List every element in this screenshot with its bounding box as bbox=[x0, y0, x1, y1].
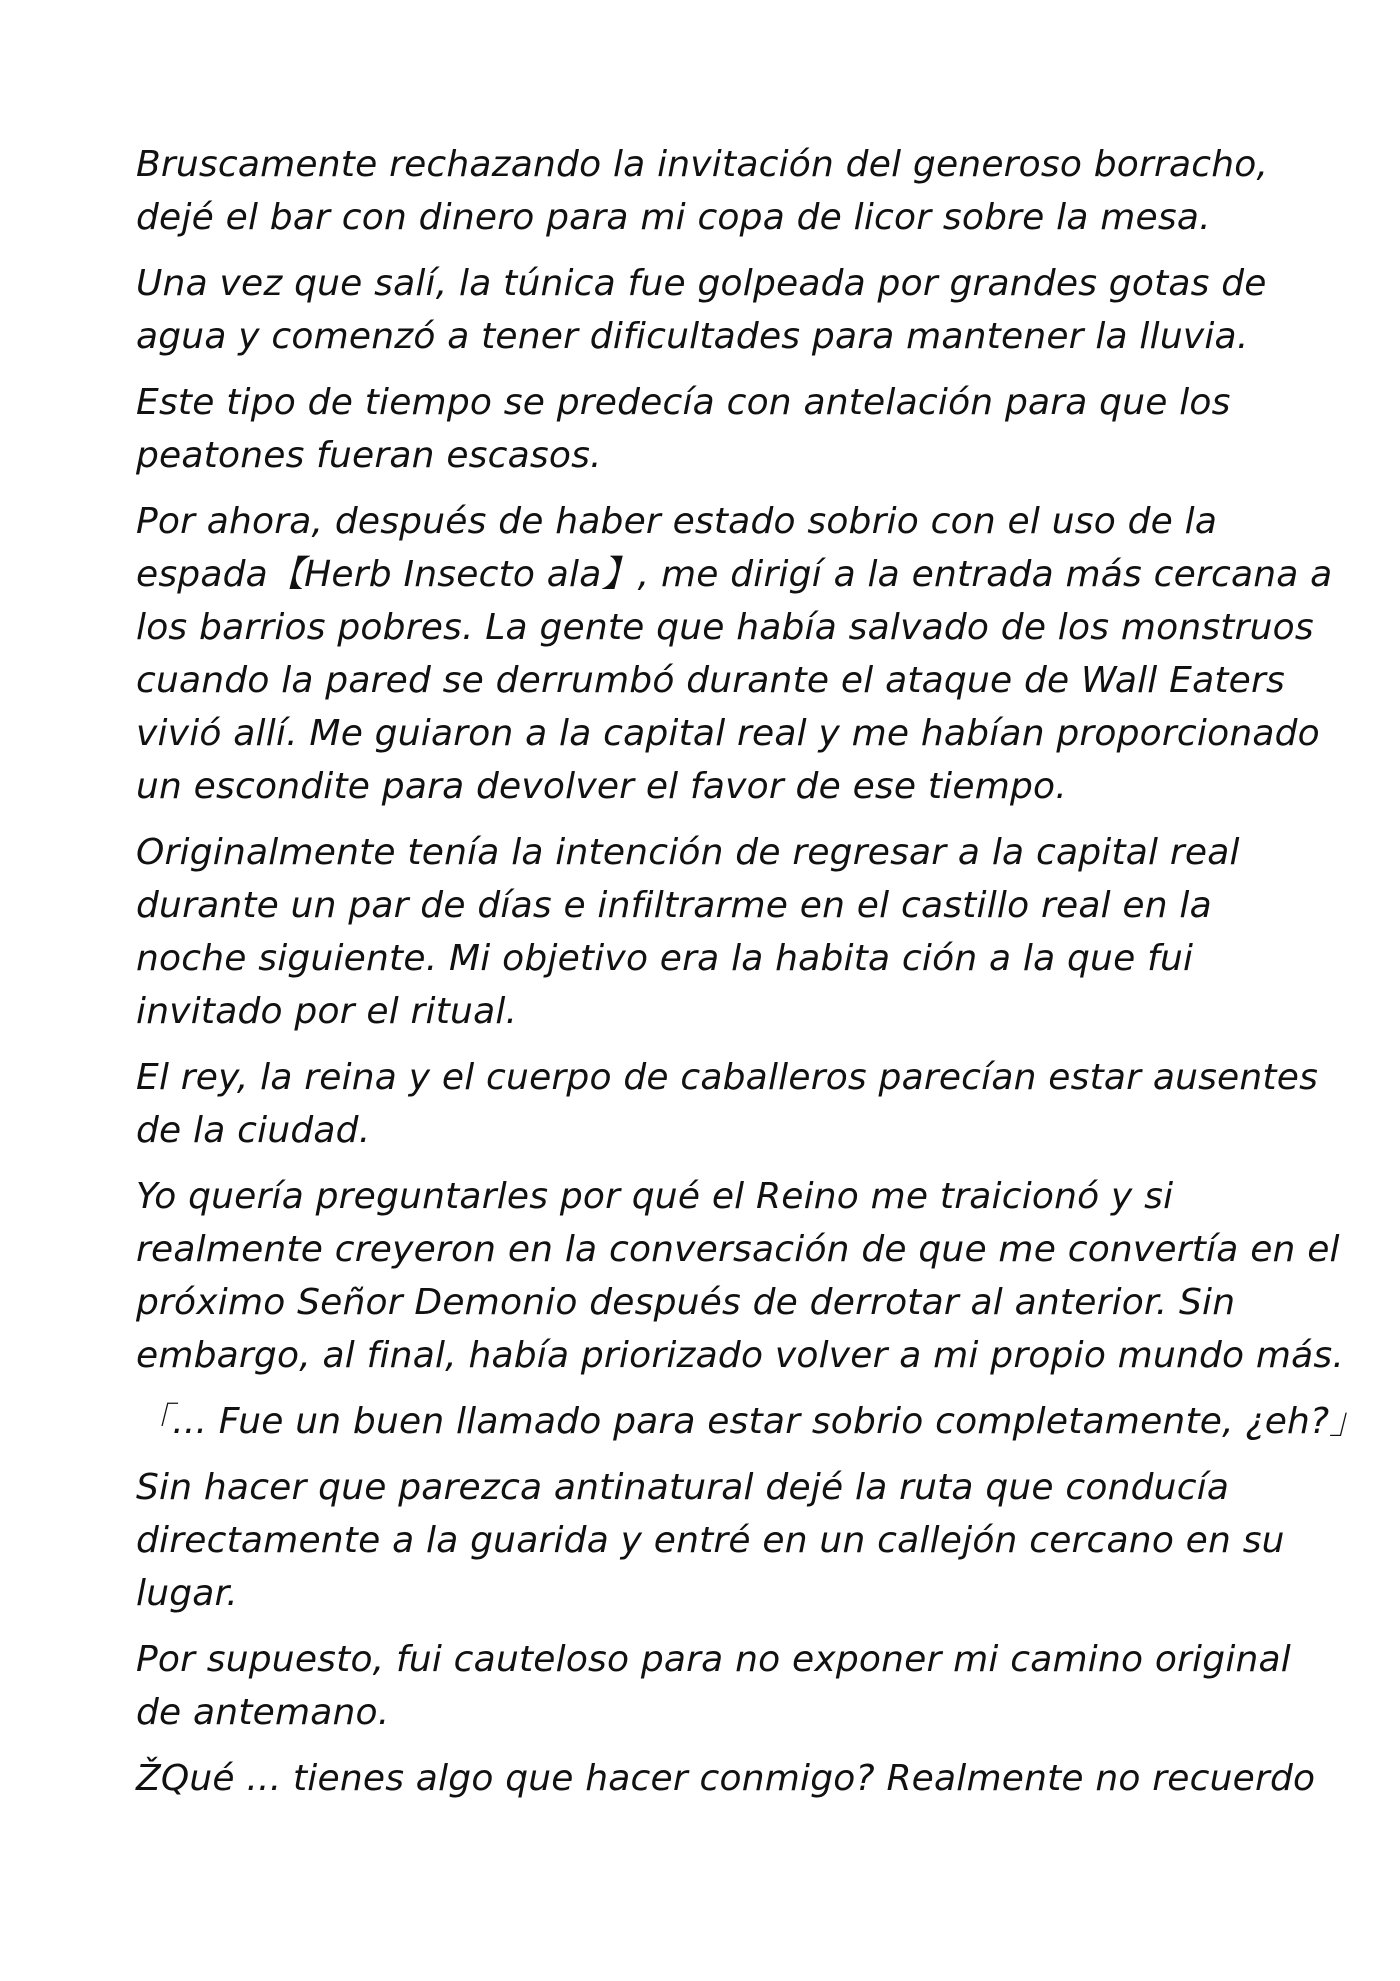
dialogue-line: 「... Fue un buen llamado para estar sobrio completamente, ¿eh?」 bbox=[136, 1401, 1366, 1442]
text-line: Este tipo de tiempo se predecía con antelación para que los bbox=[136, 382, 1231, 423]
text-line: Una vez que salí, la túnica fue golpeada por grandes gotas de bbox=[136, 263, 1267, 304]
text-line: Bruscamente rechazando la invitación del generoso borracho, bbox=[136, 144, 1269, 185]
paragraph bbox=[136, 826, 1276, 1038]
text-line: ŽQué ... tienes algo que hacer conmigo? Realmente no recuerdo bbox=[136, 1758, 1316, 1799]
text-line: embargo, al final, había priorizado volver a mi propio mundo más. bbox=[136, 1335, 1345, 1376]
text-line: lugar. bbox=[136, 1573, 238, 1614]
text-line: Originalmente tenía la intención de regresar a la capital real bbox=[136, 832, 1240, 873]
text-line: directamente a la guarida y entré en un callejón cercano en su bbox=[136, 1520, 1285, 1561]
text-line: noche siguiente. Mi objetivo era la habita ción a la que fui bbox=[136, 938, 1194, 979]
text-line: vivió allí. Me guiaron a la capital real y me habían proporcionado bbox=[136, 713, 1320, 754]
text-line: Por supuesto, fui cauteloso para no exponer mi camino original bbox=[136, 1639, 1291, 1680]
paragraph bbox=[136, 1170, 1345, 1382]
text-line: espada【Herb Insecto ala】, me dirigí a la entrada más cercana a bbox=[136, 554, 1333, 595]
paragraph bbox=[136, 1051, 1319, 1157]
text-line: peatones fueran escasos. bbox=[136, 435, 602, 476]
text-line: los barrios pobres. La gente que había salvado de los monstruos bbox=[136, 607, 1314, 648]
text-line: de la ciudad. bbox=[136, 1110, 371, 1151]
paragraph bbox=[136, 1461, 1285, 1620]
text-line: cuando la pared se derrumbó durante el ataque de Wall Eaters bbox=[136, 660, 1285, 701]
paragraph bbox=[136, 495, 1333, 813]
paragraph bbox=[136, 376, 1276, 482]
text-line: invitado por el ritual. bbox=[136, 991, 518, 1032]
text-line: de antemano. bbox=[136, 1692, 390, 1733]
paragraph bbox=[136, 1633, 1291, 1739]
text-line: Sin hacer que parezca antinatural dejé la ruta que conducía bbox=[136, 1467, 1230, 1508]
dialogue-paragraph bbox=[136, 1395, 1366, 1448]
text-line: próximo Señor Demonio después de derrotar al anterior. Sin bbox=[136, 1282, 1236, 1323]
text-line: dejé el bar con dinero para mi copa de licor sobre la mesa. bbox=[136, 197, 1211, 238]
text-line: un escondite para devolver el favor de ese tiempo. bbox=[136, 766, 1067, 807]
paragraph bbox=[136, 257, 1276, 363]
text-line: Por ahora, después de haber estado sobrio con el uso de la bbox=[136, 501, 1218, 542]
text-line: Yo quería preguntarles por qué el Reino me traicionó y si bbox=[136, 1176, 1174, 1217]
text-line: agua y comenzó a tener dificultades para mantener la lluvia. bbox=[136, 316, 1249, 357]
paragraph bbox=[136, 138, 1276, 244]
text-line: El rey, la reina y el cuerpo de caballeros parecían estar ausentes bbox=[136, 1057, 1319, 1098]
paragraph bbox=[136, 1752, 1316, 1805]
document-body bbox=[136, 138, 1366, 1818]
text-line: realmente creyeron en la conversación de que me convertía en el bbox=[136, 1229, 1340, 1270]
text-line: durante un par de días e infiltrarme en el castillo real en la bbox=[136, 885, 1212, 926]
